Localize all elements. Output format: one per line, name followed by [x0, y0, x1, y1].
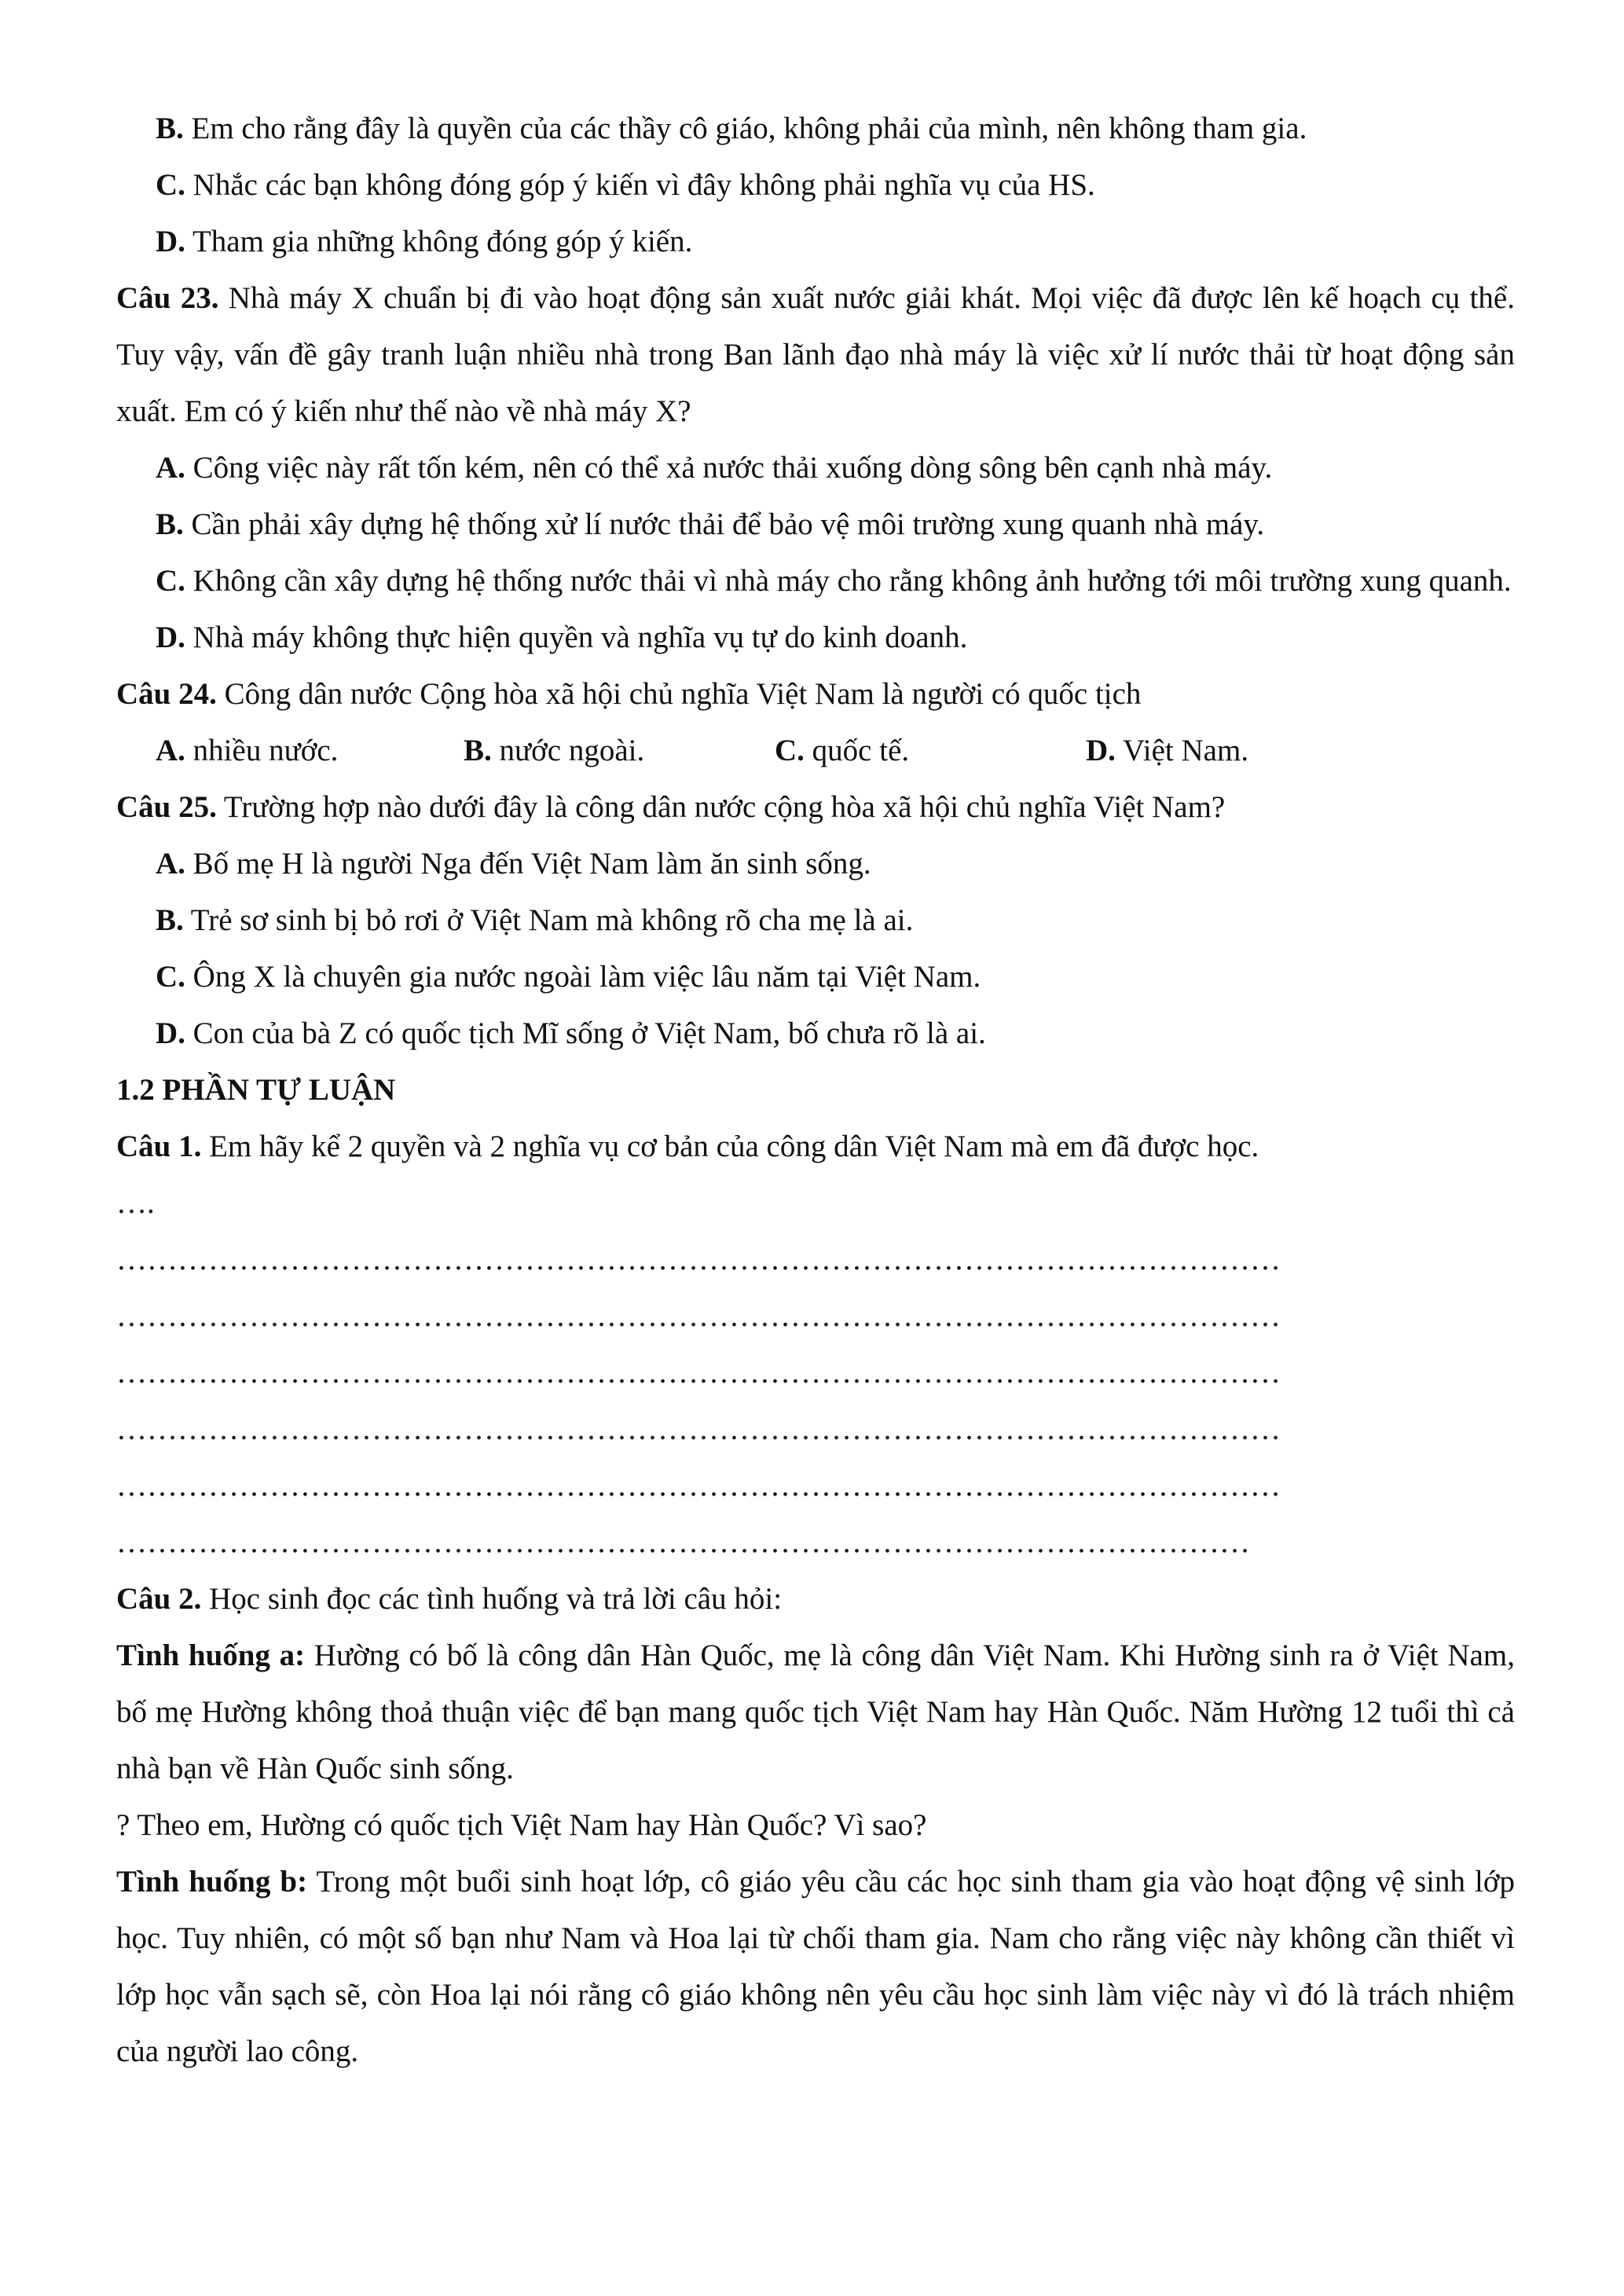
option-key: D.	[1086, 734, 1116, 767]
option-text: Ông X là chuyên gia nước ngoài làm việc lâu năm tại Việt Nam.	[185, 960, 981, 994]
case-text: Hường có bố là công dân Hàn Quốc, mẹ là công dân Việt Nam. Khi Hường sinh ra ở Việt Nam, bố mẹ Hường không thoả thuận việc để bạn mang quốc tịch Việt Nam hay Hàn Quốc. Năm Hường 12 tuổi thì cả nhà bạn về Hàn Quốc sinh sống.	[116, 1639, 1515, 1785]
q25-stem	[116, 779, 1515, 836]
question-text: Nhà máy X chuẩn bị đi vào hoạt động sản xuất nước giải khát. Mọi việc đã được lên kế hoạch cụ thể. Tuy vậy, vấn đề gây tranh luận nhiều nhà trong Ban lãnh đạo nhà máy là việc xử lí nước thải từ hoạt động sản xuất. Em có ý kiến như thế nào về nhà máy X?	[116, 281, 1515, 428]
option-key: A.	[156, 451, 185, 485]
case-a	[116, 1628, 1515, 1797]
option-key: C.	[156, 564, 185, 598]
option-key: C.	[156, 168, 185, 202]
question-label: Câu 1.	[116, 1130, 202, 1163]
q23-stem	[116, 270, 1515, 440]
answer-line[interactable]: ……………………………………………………………………………………………………	[116, 1412, 1281, 1446]
q25-option-c	[116, 949, 1515, 1005]
question-text: Công dân nước Cộng hòa xã hội chủ nghĩa Việt Nam là người có quốc tịch	[216, 677, 1142, 711]
option-key: B.	[156, 507, 184, 541]
option-text: Con của bà Z có quốc tịch Mĩ sống ở Việt Nam, bố chưa rõ là ai.	[185, 1016, 986, 1050]
question-label: Câu 25.	[116, 790, 217, 824]
option-key: B.	[156, 903, 184, 937]
q24-stem	[116, 666, 1515, 723]
document-page	[116, 101, 1515, 2080]
option-key: C.	[775, 734, 805, 767]
question-text: Em hãy kể 2 quyền và 2 nghĩa vụ cơ bản của công dân Việt Nam mà em đã được học.	[201, 1130, 1259, 1163]
answer-line[interactable]: ……………………………………………………………………………………………………	[116, 1299, 1281, 1333]
option-key: D.	[156, 1016, 185, 1050]
question-label: Câu 2.	[116, 1582, 202, 1616]
answer-line[interactable]: ……………………………………………………………………………………………………	[116, 1243, 1281, 1276]
question-text: Học sinh đọc các tình huống và trả lời câu hỏi:	[201, 1582, 783, 1616]
q23-option-d	[116, 610, 1515, 666]
q24-option-c	[775, 723, 909, 779]
q22-option-c	[116, 157, 1515, 214]
option-key: D.	[156, 225, 185, 258]
essay1-stem	[116, 1119, 1515, 1175]
q22-option-d	[116, 214, 1515, 270]
option-key: A.	[156, 734, 185, 767]
option-key: C.	[156, 960, 185, 994]
section-title: 1.2 PHẦN TỰ LUẬN	[116, 1073, 396, 1107]
answer-line[interactable]: ….	[116, 1186, 155, 1220]
case-text: Trong một buổi sinh hoạt lớp, cô giáo yêu cầu các học sinh tham gia vào hoạt động vệ sinh lớp học. Tuy nhiên, có một số bạn như Nam và Hoa lại từ chối tham gia. Nam cho rằng việc này không cần thiết vì lớp học vẫn sạch sẽ, còn Hoa lại nói rằng cô giáo không nên yêu cầu học sinh làm việc này vì đó là trách nhiệm của người lao công.	[116, 1865, 1515, 2068]
q23-option-b	[116, 496, 1515, 553]
case-label: Tình huống b:	[116, 1865, 308, 1899]
answer-line[interactable]: …………………………………………………………………………………………………	[116, 1525, 1250, 1559]
option-text: nước ngoài.	[491, 734, 645, 767]
question-text: Trường hợp nào dưới đây là công dân nước cộng hòa xã hội chủ nghĩa Việt Nam?	[216, 790, 1226, 824]
answer-line[interactable]: ……………………………………………………………………………………………………	[116, 1356, 1281, 1390]
question-label: Câu 23.	[116, 281, 219, 315]
q22-option-b	[116, 101, 1515, 157]
option-key: A.	[156, 847, 185, 881]
option-text: Công việc này rất tốn kém, nên có thể xả nước thải xuống dòng sông bên cạnh nhà máy.	[185, 451, 1273, 485]
question-label: Câu 24.	[116, 677, 217, 711]
case-label: Tình huống a:	[116, 1639, 306, 1672]
option-text: Nhắc các bạn không đóng góp ý kiến vì đây không phải nghĩa vụ của HS.	[185, 168, 1095, 202]
option-text: Em cho rằng đây là quyền của các thầy cô giáo, không phải của mình, nên không tham gia.	[183, 112, 1307, 145]
case-b	[116, 1854, 1515, 2080]
option-text: Cần phải xây dựng hệ thống xử lí nước thải để bảo vệ môi trường xung quanh nhà máy.	[183, 507, 1265, 541]
q24-option-b	[464, 723, 644, 779]
option-text: Bố mẹ H là người Nga đến Việt Nam làm ăn sinh sống.	[185, 847, 871, 881]
option-text: Tham gia những không đóng góp ý kiến.	[185, 225, 693, 258]
option-key: D.	[156, 621, 185, 654]
q24-option-d	[1086, 723, 1248, 779]
option-text: Nhà máy không thực hiện quyền và nghĩa vụ tự do kinh doanh.	[185, 621, 968, 654]
option-text: Trẻ sơ sinh bị bỏ rơi ở Việt Nam mà không rõ cha mẹ là ai.	[183, 903, 914, 937]
q25-option-d	[116, 1005, 1515, 1062]
option-text: quốc tế.	[804, 734, 910, 767]
q24-options	[116, 723, 1515, 779]
q24-option-a	[156, 723, 338, 779]
q23-option-c	[116, 553, 1515, 610]
q23-option-a	[116, 440, 1515, 496]
case-a-question: ? Theo em, Hường có quốc tịch Việt Nam hay Hàn Quốc? Vì sao?	[116, 1808, 927, 1842]
option-key: B.	[464, 734, 492, 767]
option-text: Việt Nam.	[1115, 734, 1249, 767]
option-text: nhiều nước.	[185, 734, 339, 767]
option-text: Không cần xây dựng hệ thống nước thải vì nhà máy cho rằng không ảnh hưởng tới môi trường xung quanh.	[185, 564, 1512, 598]
answer-line[interactable]: ……………………………………………………………………………………………………	[116, 1469, 1281, 1503]
q25-option-b	[116, 892, 1515, 949]
essay2-stem	[116, 1571, 1515, 1628]
option-key: B.	[156, 112, 184, 145]
q25-option-a	[116, 836, 1515, 892]
